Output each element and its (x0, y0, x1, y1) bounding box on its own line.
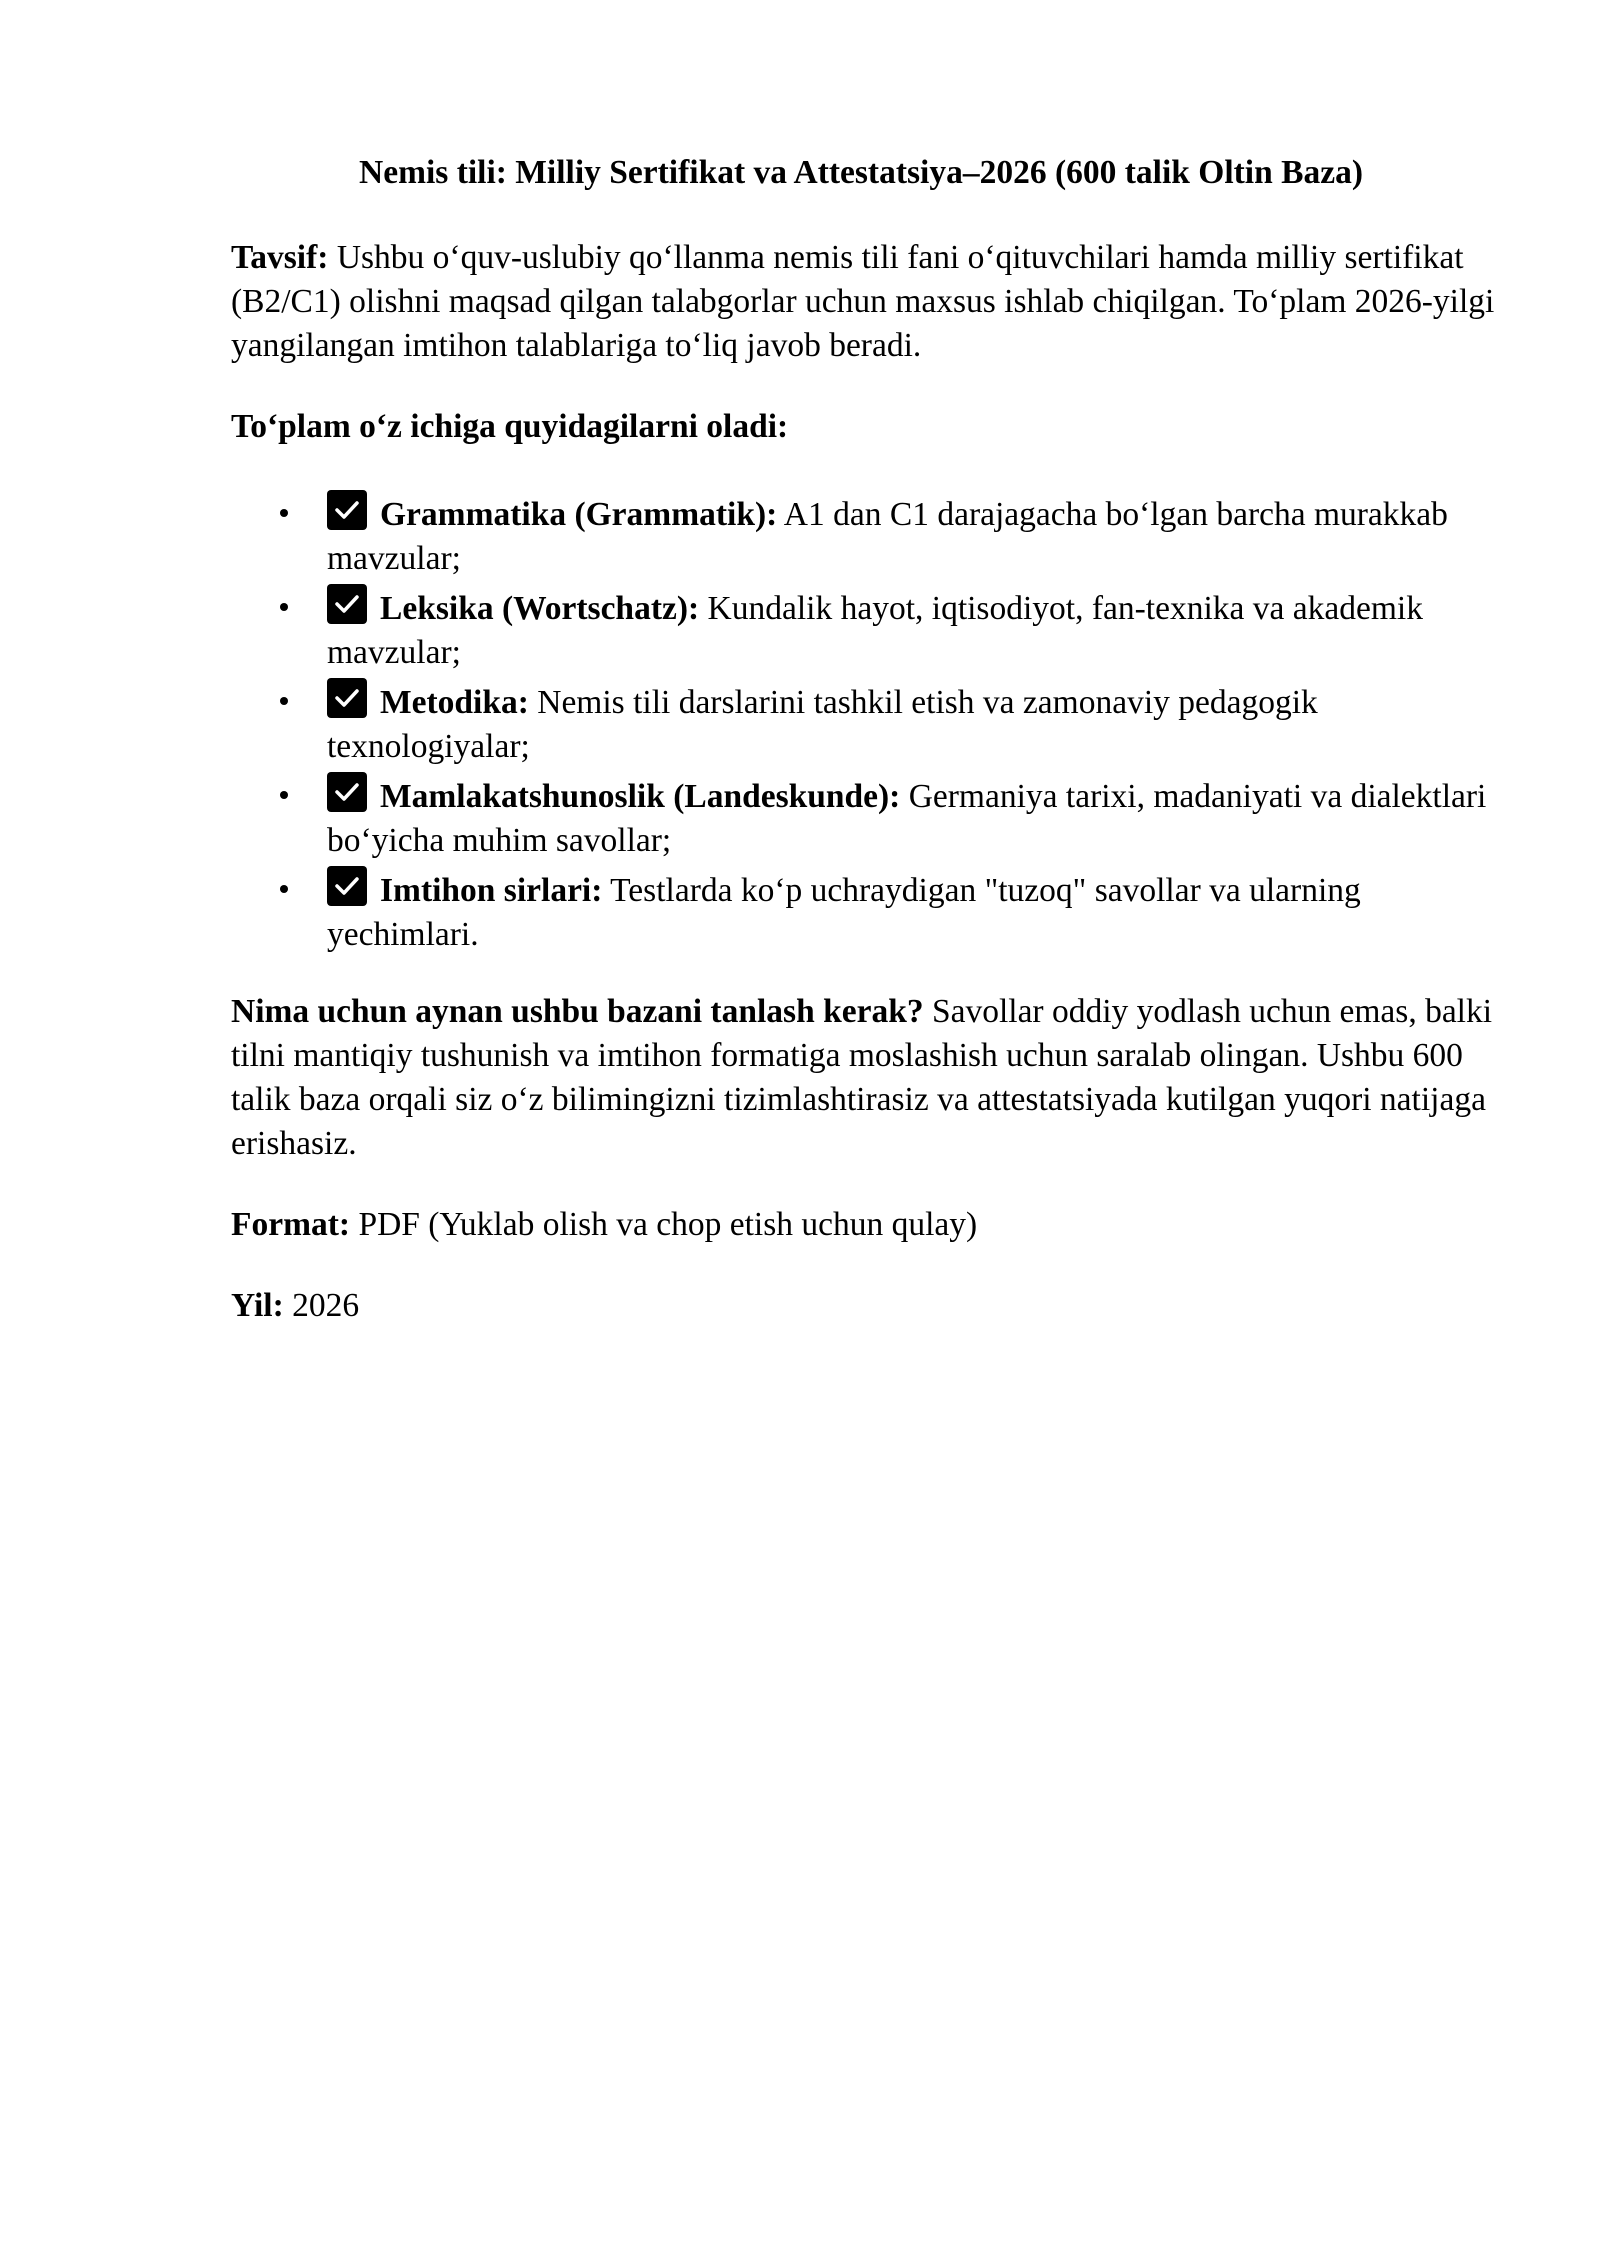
list-item (231, 584, 1496, 678)
bullet-icon (280, 603, 288, 611)
feature-text: Testlarda ko‘p uchraydigan "tuzoq" savollar va ularning yechimlari. (327, 872, 1361, 953)
feature-label: Mamlakatshunoslik (Landeskunde): (380, 778, 901, 815)
feature-text: Germaniya tarixi, madaniyati va dialektlari bo‘yicha muhim savollar; (327, 778, 1487, 859)
list-item (231, 772, 1496, 866)
bullet-icon (280, 697, 288, 705)
bullet-icon (280, 791, 288, 799)
bullet-icon (280, 509, 288, 517)
list-item (231, 678, 1496, 772)
check-box-icon (327, 866, 367, 906)
features-list (231, 490, 1496, 960)
why-paragraph (231, 990, 1496, 1166)
feature-label: Imtihon sirlari: (380, 872, 603, 909)
feature-text: Kundalik hayot, iqtisodiyot, fan-texnika va akademik mavzular; (327, 590, 1423, 671)
description-paragraph (231, 236, 1496, 368)
feature-text: Nemis tili darslarini tashkil etish va zamonaviy pedagogik texnologiyalar; (327, 684, 1318, 765)
format-value: PDF (Yuklab olish va chop etish uchun qulay) (350, 1206, 978, 1243)
format-label: Format: (231, 1206, 351, 1243)
check-box-icon (327, 584, 367, 624)
why-text: Savollar oddiy yodlash uchun emas, balki tilni mantiqiy tushunish va imtihon formatiga moslashish uchun saralab olingan. Ushbu 600 talik baza orqali siz o‘z bilimingizni tizimlashtirasiz va attestatsiyada kutilgan yuqori natijaga erishasiz. (231, 993, 1493, 1162)
feature-label: Metodika: (380, 684, 529, 721)
feature-text: A1 dan C1 darajagacha bo‘lgan barcha murakkab mavzular; (327, 496, 1448, 577)
why-label: Nima uchun aynan ushbu bazani tanlash kerak? (231, 993, 924, 1030)
feature-label: Leksika (Wortschatz): (380, 590, 700, 627)
check-box-icon (327, 490, 367, 530)
check-box-icon (327, 678, 367, 718)
contents-heading: To‘plam o‘z ichiga quyidagilarni oladi: (231, 408, 789, 445)
year-value: 2026 (283, 1287, 360, 1324)
list-item (231, 866, 1496, 960)
bullet-icon (280, 885, 288, 893)
check-box-icon (327, 772, 367, 812)
description-text: Ushbu o‘quv-uslubiy qo‘llanma nemis tili fani o‘qituvchilari hamda milliy sertifikat (B2/C1) olishni maqsad qilgan talabgorlar uchun maxsus ishlab chiqilgan. To‘plam 2026-yilgi yangilangan imtihon talablariga to‘liq javob beradi. (231, 239, 1495, 364)
year-label: Yil: (231, 1287, 284, 1324)
list-item (231, 490, 1496, 584)
feature-label: Grammatika (Grammatik): (380, 496, 778, 533)
document-title: Nemis tili: Milliy Sertifikat va Attestatsiya–2026 (600 talik Oltin Baza) (359, 154, 1363, 191)
year-line (231, 1284, 1496, 1328)
description-label: Tavsif: (231, 239, 329, 276)
format-line (231, 1203, 1496, 1247)
